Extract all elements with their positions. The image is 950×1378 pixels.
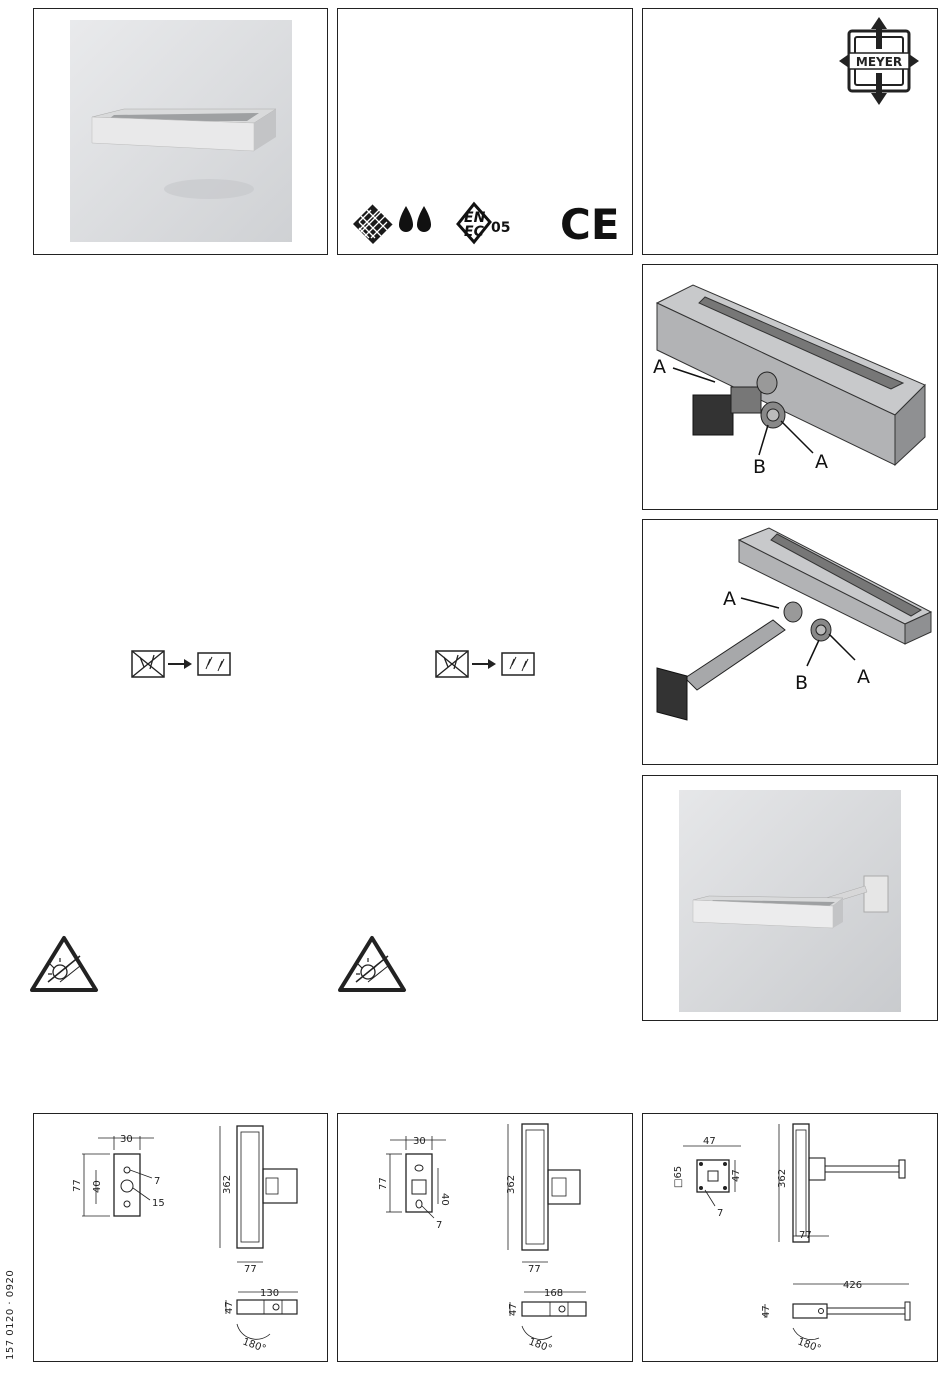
- assembly-drawing-2: [642, 519, 938, 765]
- svg-text:180°: 180°: [526, 1336, 554, 1356]
- label-a: A: [723, 588, 736, 610]
- dimension-drawing-2: [337, 1113, 633, 1362]
- warning-triangle-icon: [30, 934, 100, 994]
- assembly-drawing-1: [642, 264, 938, 510]
- svg-text:47: 47: [731, 1169, 742, 1182]
- document-number: 157 0120 · 0920: [5, 1269, 16, 1360]
- svg-text:□65: □65: [673, 1165, 684, 1188]
- svg-text:362: 362: [777, 1168, 788, 1188]
- product-photo-wall-arm: [643, 776, 935, 1019]
- meyer-logo: [643, 9, 935, 253]
- label-b: B: [753, 456, 767, 478]
- product-photo-panel: [33, 8, 328, 255]
- svg-text:77: 77: [244, 1264, 257, 1275]
- svg-text:426: 426: [843, 1280, 863, 1291]
- svg-text:47: 47: [224, 1301, 235, 1314]
- svg-text:180°: 180°: [795, 1336, 823, 1356]
- svg-text:EN: EN: [464, 210, 486, 226]
- warning-triangle-icon: [338, 934, 408, 994]
- svg-text:30: 30: [120, 1134, 133, 1145]
- svg-text:47: 47: [703, 1136, 716, 1147]
- product-photo: [34, 9, 326, 253]
- svg-text:77: 77: [799, 1230, 812, 1241]
- svg-text:7: 7: [436, 1220, 443, 1231]
- svg-text:77: 77: [378, 1177, 389, 1190]
- svg-text:180°: 180°: [240, 1336, 268, 1356]
- svg-text:362: 362: [506, 1174, 517, 1194]
- replace-glass-icon: [432, 645, 542, 685]
- svg-text:7: 7: [154, 1176, 161, 1187]
- label-a: A: [815, 451, 828, 473]
- enec-icon: [458, 204, 510, 242]
- dimension-drawing-1: [33, 1113, 328, 1362]
- svg-text:30: 30: [413, 1136, 426, 1147]
- svg-text:47: 47: [761, 1305, 772, 1318]
- svg-text:40: 40: [92, 1180, 103, 1193]
- svg-text:130: 130: [260, 1288, 280, 1299]
- svg-text:MEYER: MEYER: [855, 55, 903, 69]
- water-drops-icon: [399, 206, 431, 232]
- svg-text:47: 47: [508, 1303, 519, 1316]
- svg-text:362: 362: [222, 1174, 233, 1194]
- svg-text:EC: EC: [464, 224, 484, 240]
- label-b: B: [795, 672, 809, 694]
- svg-text:7: 7: [717, 1208, 724, 1219]
- svg-text:168: 168: [544, 1288, 564, 1299]
- svg-text:05: 05: [491, 220, 511, 236]
- svg-text:77: 77: [528, 1264, 541, 1275]
- brand-panel: [642, 8, 938, 255]
- label-a: A: [653, 356, 666, 378]
- replace-glass-icon: [128, 645, 238, 685]
- protection-class-icon: [353, 204, 393, 244]
- svg-text:15: 15: [152, 1198, 165, 1209]
- ce-mark: CE: [560, 200, 620, 249]
- svg-text:40: 40: [439, 1193, 450, 1206]
- dimension-drawing-3: [642, 1113, 938, 1362]
- label-a: A: [857, 666, 870, 688]
- svg-text:77: 77: [72, 1179, 83, 1192]
- product-photo-wall-arm-panel: [642, 775, 938, 1021]
- certification-icons: [338, 9, 630, 253]
- certification-panel: [337, 8, 633, 255]
